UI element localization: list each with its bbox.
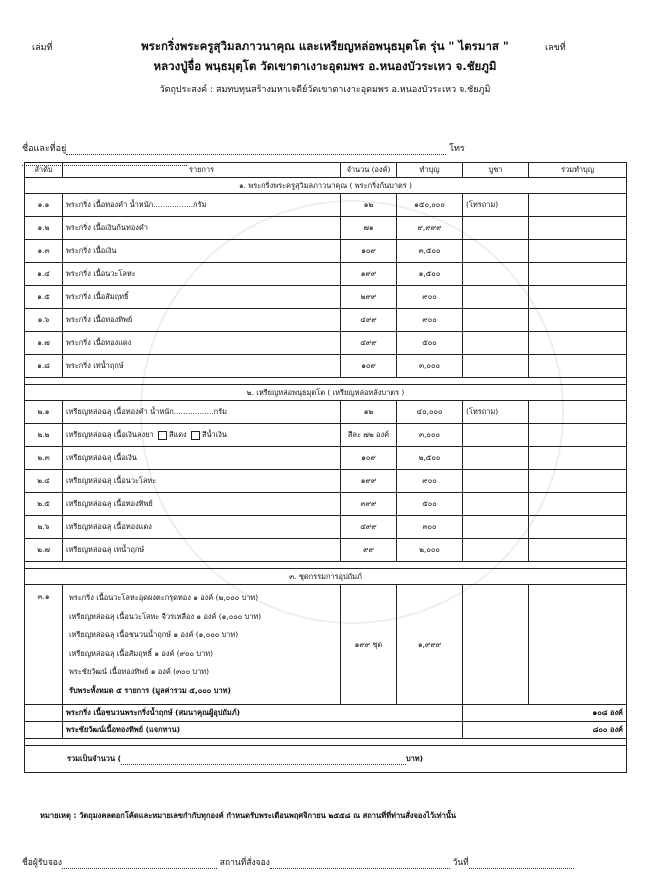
order-cell[interactable]: (โทรถาม) [463, 194, 529, 217]
row-no: ๑.๖ [25, 309, 63, 332]
row-no: ๒.๓ [25, 447, 63, 470]
col-no: ลำดับ [25, 163, 63, 178]
row-no: ๑.๘ [25, 355, 63, 378]
section-1-header: ๑. พระกริ่งพระครูสุวิมลภาวนาคุณ ( พระกริ่งก้นบาตร ) [25, 178, 627, 194]
title-line-1: พระกริ่งพระครูสุวิมลภาวนาคุณ และเหรียญหล่อพนุธมุตโต รุ่น " ไตรมาส " [141, 39, 509, 53]
col-donation: ทำบุญ [397, 163, 463, 178]
joint-cell[interactable] [529, 493, 627, 516]
row-qty: ๑๐๙ [341, 240, 397, 263]
date-field[interactable] [469, 858, 574, 869]
set-item-line: เหรียญหล่อฉลุ เนื้อสัมฤทธิ์ ๑ องค์ (๙๐๐ บาท) [69, 648, 213, 658]
set-item-line: เหรียญหล่อฉลุ เนื้อนวะโลหะ จีวรเหลือง ๑ องค์ (๑,๐๐๐ บาท) [69, 611, 262, 621]
col-order: บูชา [463, 163, 529, 178]
joint-cell[interactable] [529, 355, 627, 378]
row-no: ๒.๖ [25, 516, 63, 539]
joint-cell[interactable] [529, 585, 627, 705]
order-cell[interactable] [463, 516, 529, 539]
row-no: ๒.๑ [25, 401, 63, 424]
row-qty: ๙๙ [341, 539, 397, 562]
row-qty: ๗๑ [341, 217, 397, 240]
row-price: ๕๐๐ [397, 493, 463, 516]
row-no: ๑.๑ [25, 194, 63, 217]
order-cell[interactable]: (โทรถาม) [463, 401, 529, 424]
row-item: เหรียญหล่อฉลุ เทน้ำฤกษ์ [63, 539, 341, 562]
order-cell[interactable] [463, 309, 529, 332]
table-row [25, 332, 627, 355]
set-item-line: รับพระทั้งหมด ๕ รายการ (มูลค่ารวม ๕,๐๐๐ บาท) [69, 685, 231, 695]
joint-cell[interactable] [529, 539, 627, 562]
row-price: ๒,๕๐๐ [397, 447, 463, 470]
purpose-line: วัตถุประสงค์ : สมทบทุนสร้างมหาเจดีย์วัดเขาตาเงาะอุดมพร อ.หนองบัวระเหว จ.ชัยภูมิ [159, 85, 491, 95]
note-text: หมายเหตุ : วัตถุมงคลตอกโค้ดและหมายเลขกำกับทุกองค์ กำหนดรับพระเดือนพฤศจิกายน ๒๕๕๘ ณ สถานที่ที่ท่านสั่งจองไว้เท่านั้น [40, 811, 457, 820]
color-blue-label: สีน้ำเงิน [201, 430, 227, 439]
order-table [24, 162, 627, 773]
row-qty: ๒๙๙ [341, 286, 397, 309]
joint-cell[interactable] [529, 401, 627, 424]
row-qty: ๔๙๙ [341, 309, 397, 332]
row-no: ๒.๒ [25, 424, 63, 447]
set-item-line: เหรียญหล่อฉลุ เนื้อชนวนน้ำฤกษ์ ๑ องค์ (๑,๐๐๐ บาท) [69, 630, 239, 639]
name-address-field[interactable] [66, 144, 446, 155]
place-label: สถานที่สั่งจอง [219, 858, 270, 868]
col-joint: ร่วมทำบุญ [529, 163, 627, 178]
row-qty: ๑๐๙ [341, 447, 397, 470]
book-number-label: เล่มที่ [32, 43, 53, 53]
col-qty: จำนวน (องค์) [341, 163, 397, 178]
joint-cell[interactable] [529, 516, 627, 539]
table-row: พระชัยวัฒน์เนื้อทองทิพย์ (แจกทาน) ๘๐๐ องค์ [25, 722, 627, 739]
table-row [25, 470, 627, 493]
order-cell[interactable] [463, 539, 529, 562]
row-no: ๑.๒ [25, 217, 63, 240]
row-qty: ๔๙๙ [341, 516, 397, 539]
title-line-2: หลวงปู่จื่อ พนฺธมุตฺโต วัดเขาตาเงาะอุดมพร อ.หนองบัวระเหว จ.ชัยภูมิ [153, 59, 497, 73]
row-item: พระกริ่ง เนื้อเงิน [63, 240, 341, 263]
receiver-label: ชื่อผู้รับจอง [22, 858, 63, 868]
place-field[interactable] [270, 858, 450, 869]
table-row [25, 355, 627, 378]
order-cell[interactable] [463, 217, 529, 240]
row-no: ๑.๕ [25, 286, 63, 309]
row-no: ๒.๗ [25, 539, 63, 562]
table-row [25, 447, 627, 470]
row-item: พระกริ่ง เทน้ำฤกษ์ [63, 355, 341, 378]
row-qty: ๔๙๙ [341, 332, 397, 355]
name-address-label: ชื่อและที่อยู่ [22, 144, 67, 154]
row-item: เหรียญหล่อฉลุ เนื้อทองคำ น้ำหนัก.................กรัม [63, 401, 341, 424]
table-row [25, 194, 627, 217]
section-2-header: ๒. เหรียญหล่อพนุธมุตโต ( เหรียญหล่อหลังบาตร ) [25, 385, 627, 401]
receipt-number-label: เลขที่ [545, 43, 566, 53]
row-price: ๔๐,๐๐๐ [397, 401, 463, 424]
joint-cell[interactable] [529, 470, 627, 493]
joint-cell[interactable] [529, 424, 627, 447]
row-qty: ๑๒ [341, 401, 397, 424]
row-item: เหรียญหล่อฉลุ เนื้อเงิน [63, 447, 341, 470]
tel-label: โทร [449, 144, 465, 154]
row-item: พระกริ่ง เนื้อทองแดง [63, 332, 341, 355]
order-cell[interactable] [463, 493, 529, 516]
row-price: ๙๐๐ [397, 286, 463, 309]
joint-cell[interactable] [529, 286, 627, 309]
checkbox-red[interactable] [158, 431, 167, 440]
row-no: ๒.๔ [25, 470, 63, 493]
order-cell[interactable] [463, 470, 529, 493]
row-no: ๑.๗ [25, 332, 63, 355]
row-item: พระกริ่ง เนื้อนวะโลหะ [63, 263, 341, 286]
row-price: ๑,๕๐๐ [397, 263, 463, 286]
table-row [25, 309, 627, 332]
row-item: พระกริ่ง เนื้อทองคำ น้ำหนัก.................กรัม [63, 194, 341, 217]
row-item: เหรียญหล่อฉลุ เนื้อนวะโลหะ [63, 470, 341, 493]
table-row: พระกริ่ง เนื้อชนวนพระกริ่งน้ำฤกษ์ (สมนาคุณผู้อุปถัมภ์) ๑๐๘ องค์ [25, 705, 627, 722]
joint-cell[interactable] [529, 217, 627, 240]
table-row [25, 286, 627, 309]
joint-cell[interactable] [529, 309, 627, 332]
row-price: ๓,๐๐๐ [397, 424, 463, 447]
order-cell[interactable] [463, 332, 529, 355]
table-row [25, 516, 627, 539]
date-label: วันที่ [452, 858, 469, 868]
row-qty: ๑๐๙ [341, 355, 397, 378]
table-row [25, 240, 627, 263]
row-price: ๙๐๐ [397, 470, 463, 493]
row-price: ๓,๐๐๐ [397, 355, 463, 378]
row-no: ๑.๔ [25, 263, 63, 286]
set-item-line: พระกริ่ง เนื้อนวะโลหะอุดผงตะกรุดทอง ๑ องค์ (๒,๐๐๐ บาท) [69, 593, 259, 602]
row-no: ๑.๓ [25, 240, 63, 263]
table-row [25, 263, 627, 286]
color-red-label: สีแดง [168, 430, 187, 439]
row-qty: สีละ ๗๒ องค์ [341, 424, 397, 447]
row-price: ๑๕๐,๐๐๐ [397, 194, 463, 217]
row-price: ๕๐๐ [397, 332, 463, 355]
table-row [25, 424, 627, 447]
row-qty: ๑๒ [341, 194, 397, 217]
footer-row [22, 855, 574, 869]
row-qty: ๓๙๙ [341, 493, 397, 516]
row-qty: ๑๙๙ [341, 263, 397, 286]
joint-cell[interactable] [529, 263, 627, 286]
table-header [25, 163, 627, 178]
order-cell[interactable] [463, 585, 529, 705]
order-cell[interactable] [463, 263, 529, 286]
table-row [25, 217, 627, 240]
joint-cell[interactable] [529, 447, 627, 470]
row-item: เหรียญหล่อฉลุ เนื้อทองแดง [63, 516, 341, 539]
checkbox-blue[interactable] [191, 431, 200, 440]
col-item: รายการ [63, 163, 341, 178]
row-price: ๒,๐๐๐ [397, 539, 463, 562]
joint-cell[interactable] [529, 194, 627, 217]
order-cell[interactable] [463, 286, 529, 309]
total-row [25, 746, 627, 773]
row-price: ๓,๕๐๐ [397, 240, 463, 263]
row-qty: ๑๙๙ [341, 470, 397, 493]
color-options [154, 430, 227, 439]
table-row [25, 539, 627, 562]
total-label: รวมเป็นจำนวน ( [67, 754, 121, 763]
set-item-line: พระชัยวัฒน์ เนื้อทองทิพย์ ๑ องค์ (๓๐๐ บาท) [69, 667, 210, 676]
row-price: ๙,๙๙๙ [397, 217, 463, 240]
joint-cell[interactable] [529, 240, 627, 263]
order-cell[interactable] [463, 355, 529, 378]
order-cell[interactable] [463, 240, 529, 263]
section-3-header: ๓. ชุดกรรมการอุปถัมภ์ [25, 569, 627, 585]
total-field[interactable] [121, 754, 406, 765]
row-item: พระกริ่ง เนื้อเงินก้นทองคำ [63, 217, 341, 240]
receiver-field[interactable] [62, 858, 217, 869]
table-row: ๓.๑ พระกริ่ง เนื้อนวะโลหะอุดผงตะกรุดทอง ๑ องค์ (๒,๐๐๐ บาท) เหรียญหล่อฉลุ เนื้อนวะโลหะ จีวรเหลือง ๑ องค์ (๑,๐๐๐ บาท) เหรียญหล่อฉลุ เนื้อชนวนน้ำฤกษ์ ๑ องค์ (๑,๐๐๐ บาท) เหรียญหล่อฉลุ เนื้อสัมฤทธิ์ ๑ องค์ (๙๐๐ บาท) พระชัยวัฒน์ เนื้อทองทิพย์ ๑ องค์ (๓๐๐ บาท) รับพระทั้งหมด ๕ รายการ (มูลค่ารวม ๕,๐๐๐ บาท) ๑๙๙ ชุด ๑,๙๙๙ [25, 585, 627, 705]
order-cell[interactable] [463, 424, 529, 447]
table-row [25, 493, 627, 516]
row-price: ๓๐๐ [397, 516, 463, 539]
order-cell[interactable] [463, 447, 529, 470]
row-item: เหรียญหล่อฉลุ เนื้อเงินลงยา สีแดง สีน้ำเงิน [63, 424, 341, 447]
table-row [25, 401, 627, 424]
row-price: ๙๐๐ [397, 309, 463, 332]
row-item: เหรียญหล่อฉลุ เนื้อทองทิพย์ [63, 493, 341, 516]
row-no: ๒.๕ [25, 493, 63, 516]
total-unit: บาท) [405, 754, 424, 763]
row-item: พระกริ่ง เนื้อสัมฤทธิ์ [63, 286, 341, 309]
joint-cell[interactable] [529, 332, 627, 355]
row-item: พระกริ่ง เนื้อทองทิพย์ [63, 309, 341, 332]
